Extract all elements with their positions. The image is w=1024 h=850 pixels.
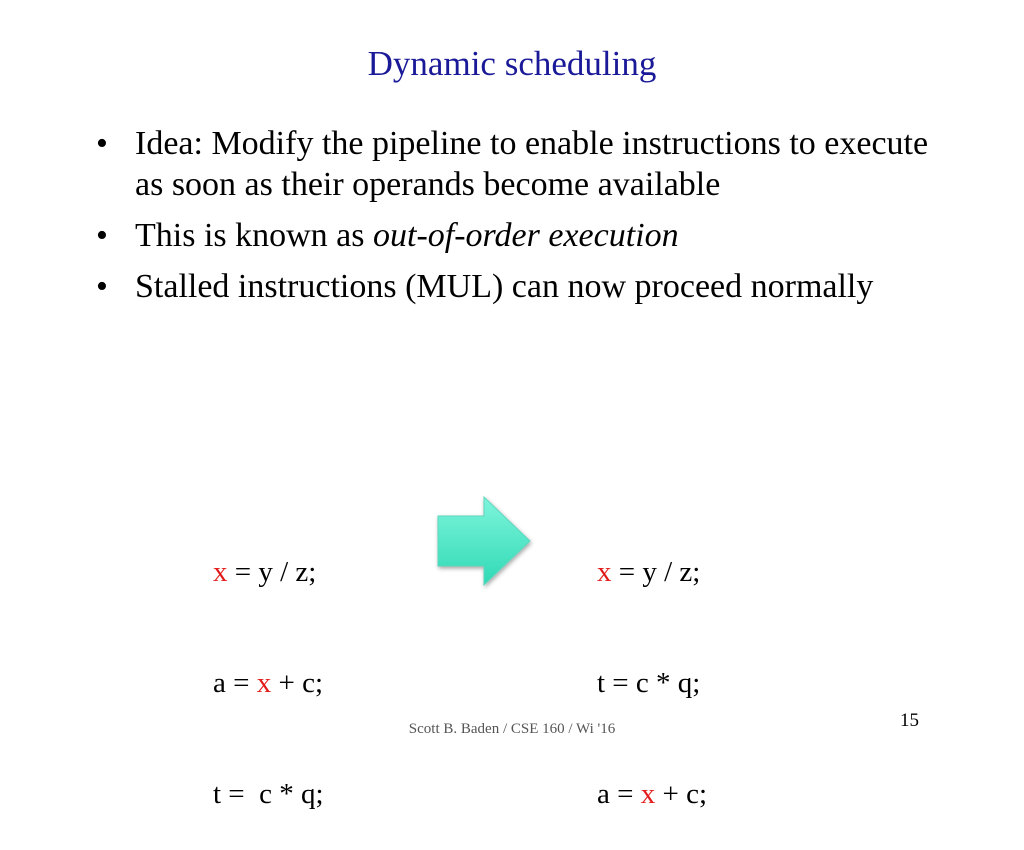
code-text: = y / z; — [611, 556, 701, 588]
bullet-list — [96, 123, 946, 317]
code-after — [597, 480, 707, 850]
code-text: t = c * q; — [213, 778, 324, 810]
bullet-text: Idea: Modify the pipeline to enable instructions to execute as soon as their operands become available — [135, 125, 929, 203]
code-line — [597, 776, 707, 813]
highlighted-variable: x — [256, 667, 272, 699]
code-text: a = — [597, 778, 641, 810]
slide-title: Dynamic scheduling — [367, 44, 657, 83]
code-text: + c; — [655, 778, 708, 810]
highlighted-variable: x — [640, 778, 656, 810]
bullet-text: Stalled instructions (MUL) can now proceed normally — [135, 268, 874, 305]
bullet-item-out-of-order — [96, 215, 946, 256]
code-line — [597, 665, 707, 702]
bullet-item-idea — [96, 123, 946, 205]
slide-footer: Scott B. Baden / CSE 160 / Wi '16 — [408, 721, 616, 737]
bullet-emphasis: out-of-order execution — [373, 217, 679, 254]
code-text: a = — [213, 667, 257, 699]
code-line — [213, 554, 324, 591]
highlighted-variable: x — [597, 556, 612, 588]
bullet-marker: • — [96, 125, 108, 162]
code-text: t = c * q; — [597, 667, 701, 699]
code-before — [213, 480, 324, 850]
page-number: 15 — [900, 710, 919, 731]
right-arrow-icon — [434, 494, 534, 590]
code-line — [213, 665, 324, 702]
bullet-marker: • — [96, 268, 108, 305]
code-line — [213, 776, 324, 813]
bullet-item-stalled — [96, 266, 946, 307]
bullet-text: This is known as — [135, 217, 373, 254]
highlighted-variable: x — [213, 556, 228, 588]
bullet-marker: • — [96, 217, 108, 254]
code-line — [597, 554, 707, 591]
code-text: + c; — [271, 667, 324, 699]
code-text: = y / z; — [227, 556, 317, 588]
